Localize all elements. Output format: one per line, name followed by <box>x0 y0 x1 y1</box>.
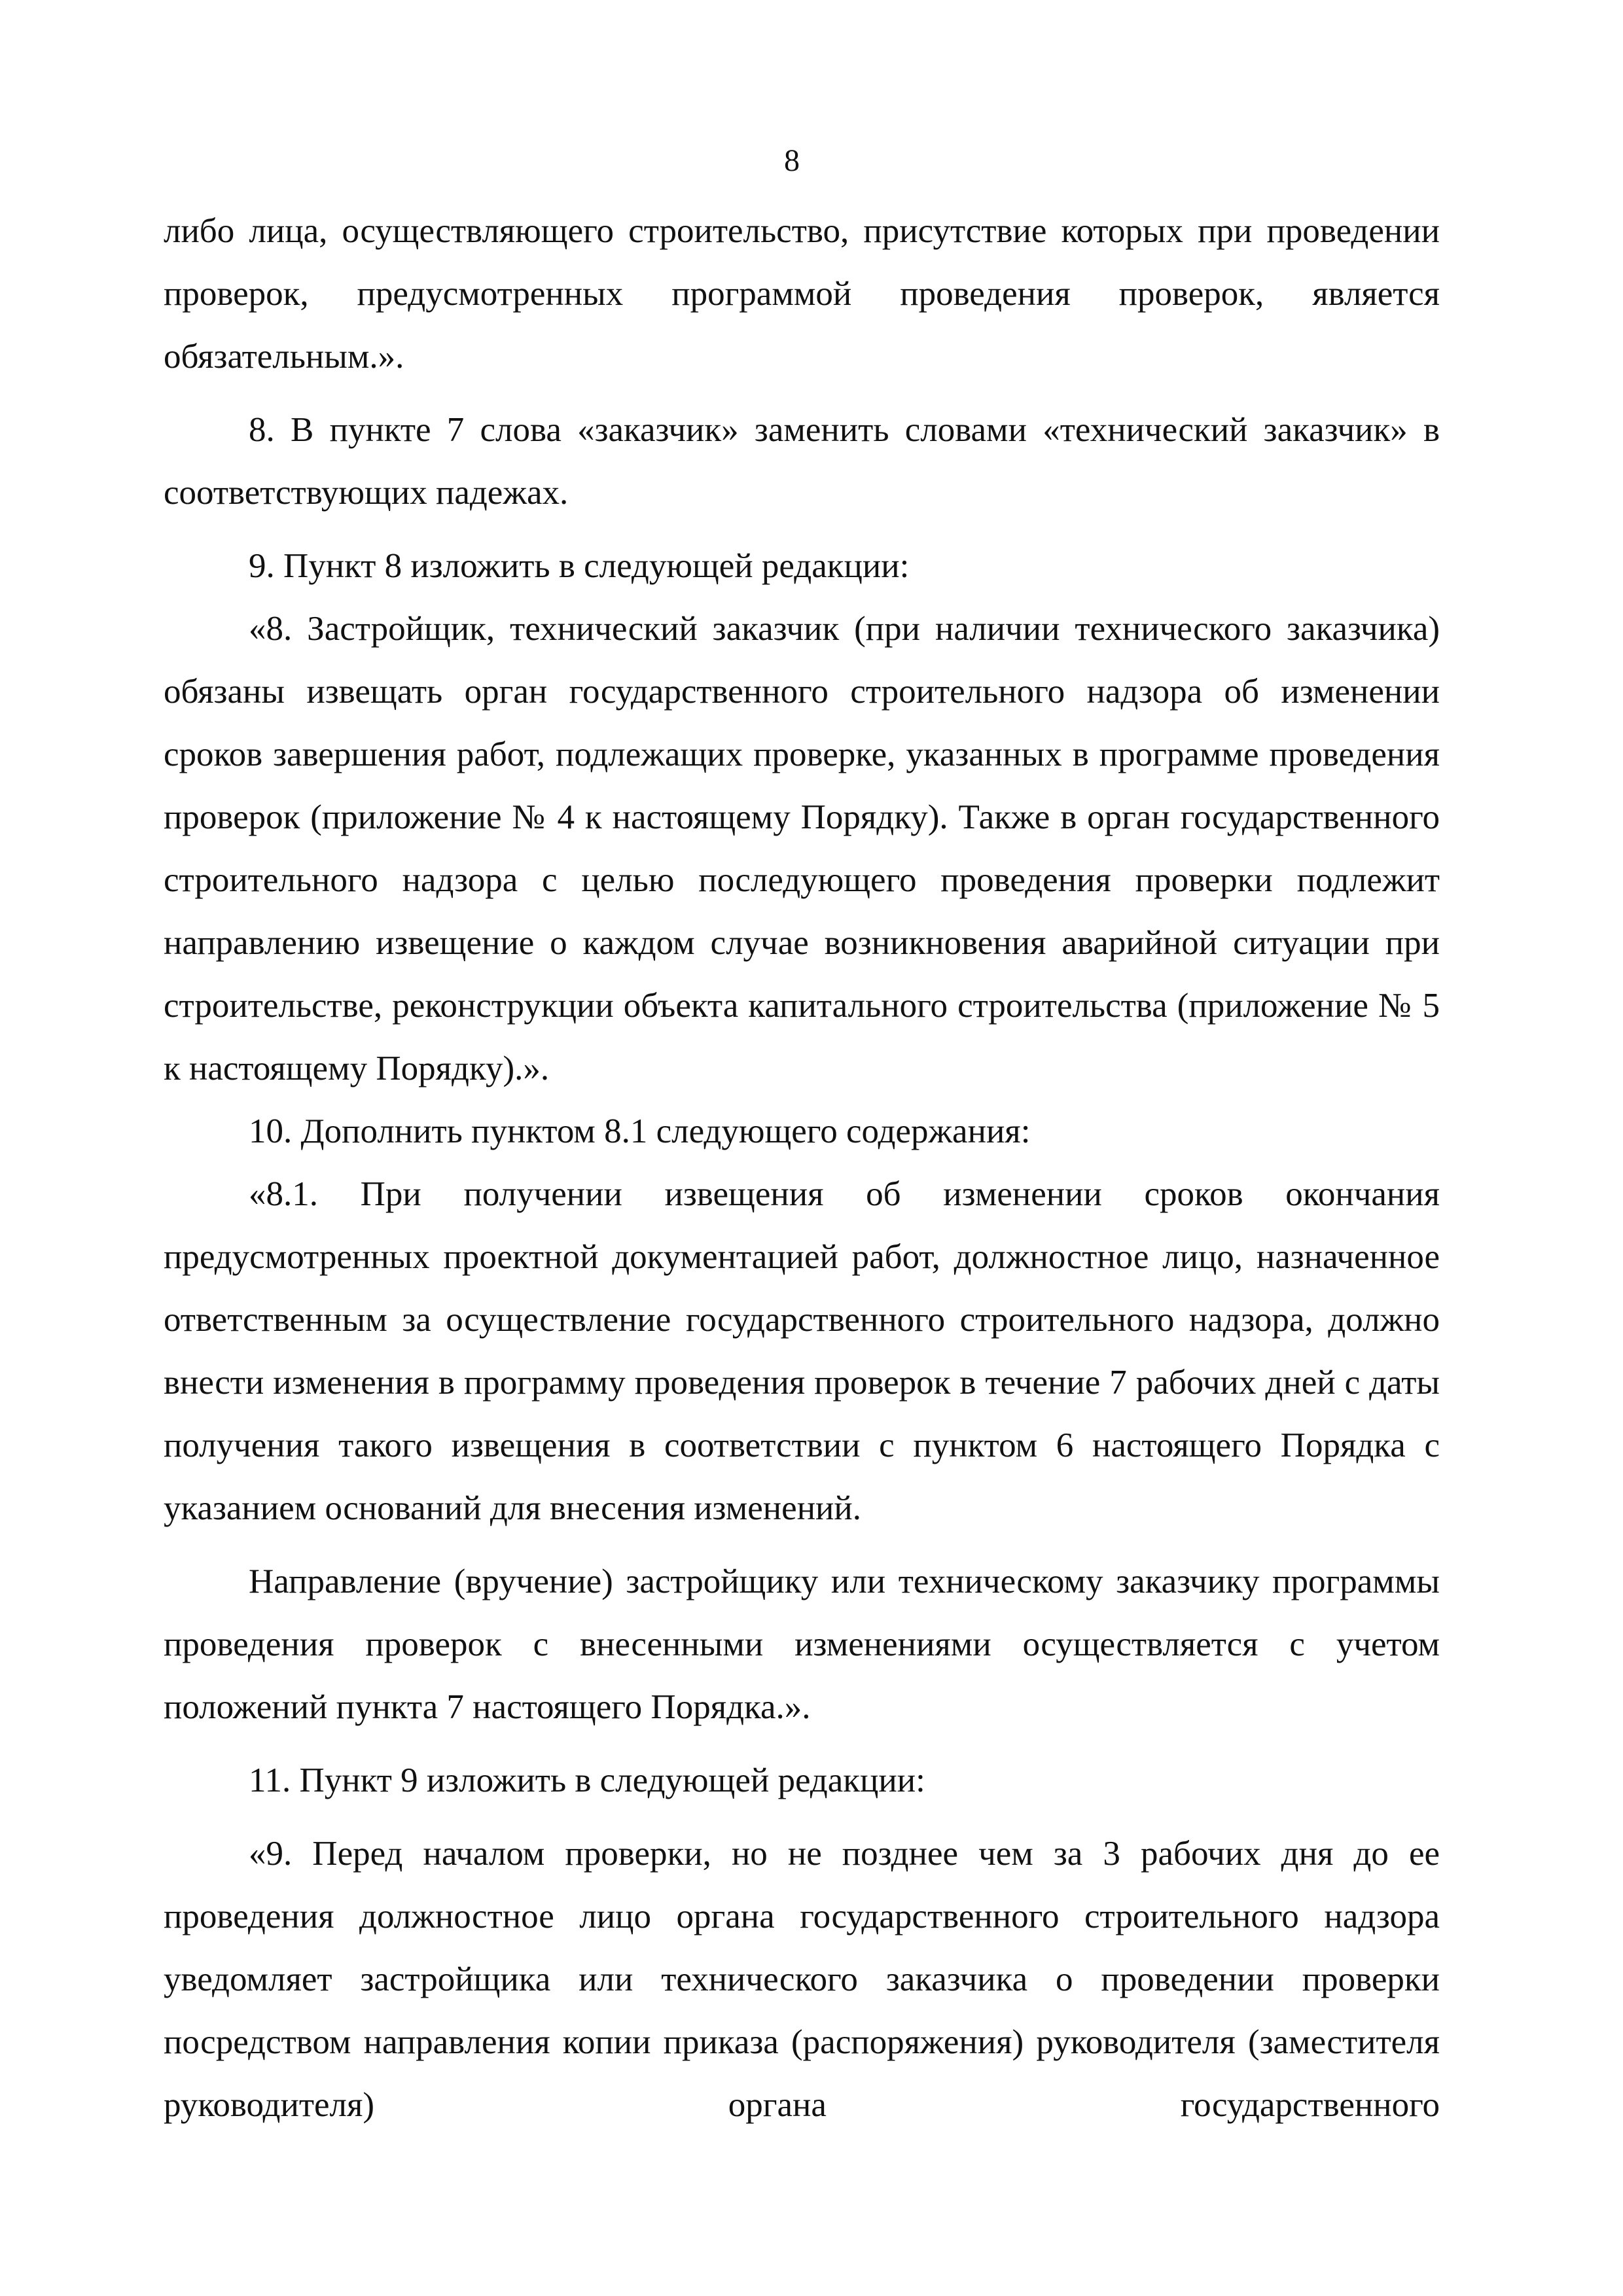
paragraph-item-11: 11. Пункт 9 изложить в следующей редакции: <box>249 1761 925 1799</box>
paragraph-item-8: 8. В пункте 7 слова «заказчик» заменить словами «технический заказчик» в соответствующих падежах. <box>164 411 1440 512</box>
paragraph-quote-8: «8. Застройщик, технический заказчик (при наличии технического заказчика) обязаны извещать орган государственного строительного надзора об изменении сроков завершения работ, подлежащих проверке, указанных в программе проведения проверок (приложение № 4 к настоящему Порядку). Также в орган государственного строительного надзора с целью последующего проведения проверки подлежит направлению извещение о каждом случае возникновения аварийной ситуации при строительстве, реконструкции объекта капитального строительства (приложение № 5 к настоящему Порядку).». <box>164 610 1440 1087</box>
paragraph-item-10: 10. Дополнить пунктом 8.1 следующего содержания: <box>249 1112 1031 1150</box>
document-body <box>164 200 1440 2136</box>
paragraph-quote-8-1: «8.1. При получении извещения об изменении сроков окончания предусмотренных проектной документацией работ, должностное лицо, назначенное ответственным за осуществление государственного строительного надзора, должно внести изменения в программу проведения проверок в течение 7 рабочих дней с даты получения такого извещения в соответствии с пунктом 6 настоящего Порядка с указанием оснований для внесения изменений. <box>164 1175 1440 1527</box>
paragraph-continuation: либо лица, осуществляющего строительство, присутствие которых при проведении проверок, предусмотренных программой проведения проверок, является обязательным.». <box>164 212 1440 376</box>
paragraph-item-9: 9. Пункт 8 изложить в следующей редакции: <box>249 547 910 585</box>
page-number: 8 <box>784 143 800 178</box>
paragraph-delivery: Направление (вручение) застройщику или техническому заказчику программы проведения проверок с внесенными изменениями осуществляется с учетом положений пункта 7 настоящего Порядка.». <box>164 1563 1440 1726</box>
paragraph-quote-9: «9. Перед началом проверки, но не позднее чем за 3 рабочих дня до ее проведения должностное лицо органа государственного строительного надзора уведомляет застройщика или технического заказчика о проведении проверки посредством направления копии приказа (распоряжения) руководителя (заместителя руководителя) органа государственного <box>164 1835 1440 2124</box>
